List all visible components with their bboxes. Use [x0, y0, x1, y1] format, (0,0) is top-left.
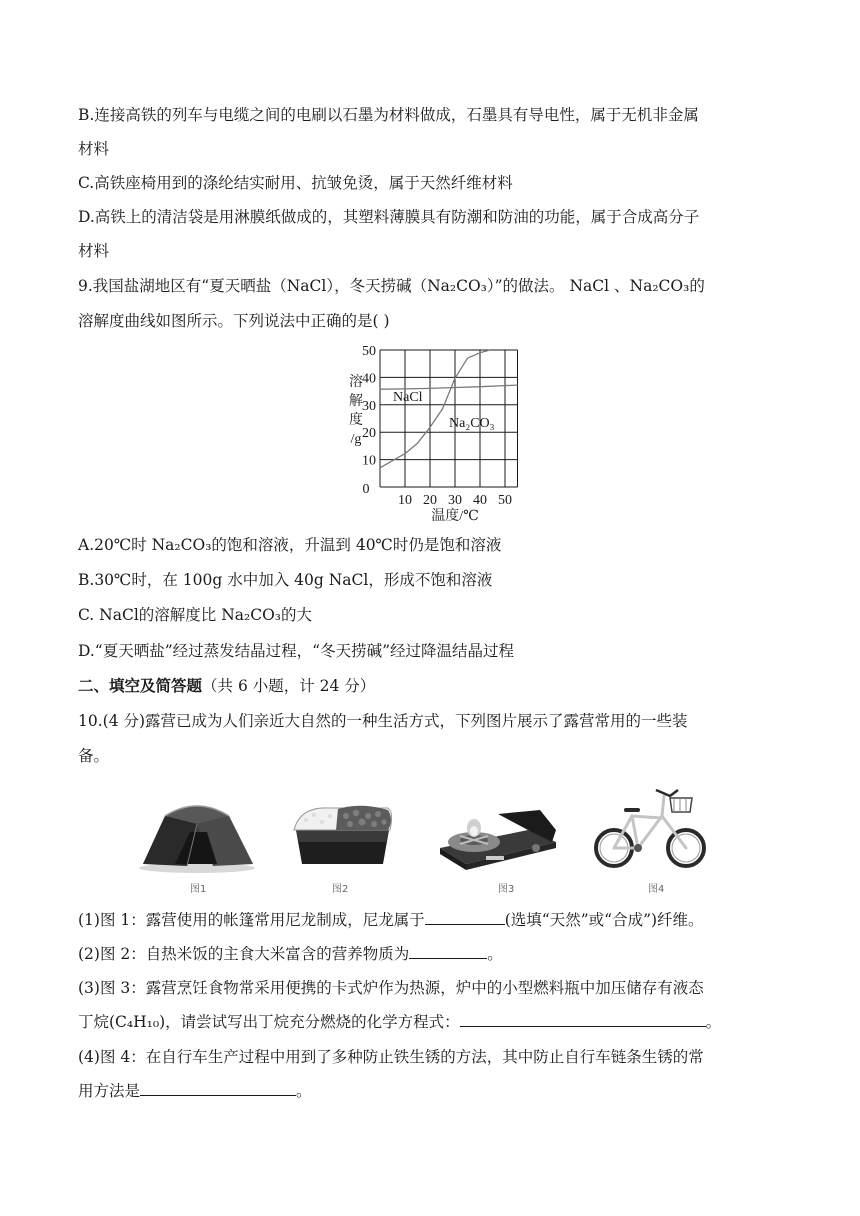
option-b-line1: B.连接高铁的列车与电缆之间的电刷以石墨为材料做成，石墨具有导电性，属于无机非金属	[78, 106, 699, 124]
figure-3-caption: 图3	[498, 884, 515, 895]
x-tick-label: 40	[473, 493, 487, 508]
figure-1-caption: 图1	[190, 884, 207, 895]
series-label-na2co3: Na₂CO₃	[449, 416, 495, 431]
bicycle-image	[592, 778, 710, 876]
x-tick-label: 30	[448, 493, 462, 508]
section-2-title: 二、填空及简答题	[78, 676, 203, 695]
option-d-line2: 材料	[78, 242, 110, 260]
solubility-chart	[330, 340, 530, 530]
option-9b: B.30℃时，在 100g 水中加入 40g NaCl，形成不饱和溶液	[78, 571, 493, 589]
y-axis-label-char: 溶	[349, 375, 363, 390]
y-tick-label: 20	[362, 426, 376, 442]
question-10-1	[78, 910, 704, 930]
x-tick-label: 50	[498, 493, 512, 508]
question-10-3-line1: (3)图 3：露营烹饪食物常采用便携的卡式炉作为热源，炉中的小型燃料瓶中加压储存有液态	[78, 979, 704, 997]
section-2-note: （共 6 小题，计 24 分）	[202, 677, 376, 695]
question-9-stem-line1: 9.我国盐湖地区有“夏天晒盐（NaCl），冬天捞碱（Na₂CO₃）”的做法。 NaCl 、Na₂CO₃的	[78, 277, 705, 295]
question-9-stem-line2: 溶解度曲线如图所示。下列说法中正确的是( )	[78, 312, 390, 330]
question-10-4-suffix: 。	[296, 1082, 312, 1100]
question-10-1-suffix: (选填“天然”或“合成”)纤维。	[504, 911, 704, 929]
question-10-stem-line1: 10.(4 分)露营已成为人们亲近大自然的一种生活方式，下列图片展示了露营常用的一些装	[78, 712, 688, 730]
question-10-2-suffix: 。	[487, 945, 503, 963]
nacl-curve	[380, 385, 518, 389]
y-axis-label-char: 解	[349, 394, 363, 409]
chart-curves	[380, 350, 518, 468]
answer-blank-10-1[interactable]	[425, 910, 505, 925]
question-10-2-text: (2)图 2：自热米饭的主食大米富含的营养物质为	[78, 945, 410, 963]
option-c: C.高铁座椅用到的涤纶结实耐用、抗皱免烫，属于天然纤维材料	[78, 174, 513, 192]
y-tick-label: 50	[362, 344, 376, 359]
option-b-line2: 材料	[78, 140, 110, 158]
answer-blank-10-2[interactable]	[409, 944, 487, 959]
section-2-heading	[78, 676, 375, 696]
question-10-3-suffix: 。	[705, 1013, 722, 1031]
question-10-stem-line2: 备。	[78, 747, 110, 765]
figure-2-caption: 图2	[332, 884, 349, 895]
option-9c: C. NaCl的溶解度比 Na₂CO₃的大	[78, 606, 313, 624]
question-10-4-text: 用方法是	[78, 1082, 141, 1100]
question-10-4-line2	[78, 1081, 312, 1101]
x-tick-label: 10	[398, 493, 412, 508]
option-d-line1: D.高铁上的清洁袋是用淋膜纸做成的，其塑料薄膜具有防潮和防油的功能，属于合成高分子	[78, 208, 700, 226]
question-10-3-text: 丁烷(C₄H₁₀)，请尝试写出丁烷充分燃烧的化学方程式：	[78, 1013, 460, 1031]
question-10-2	[78, 944, 503, 964]
answer-blank-10-4[interactable]	[140, 1081, 296, 1096]
self-heating-rice-image	[290, 800, 395, 870]
origin-label: 0	[362, 482, 370, 497]
series-label-nacl: NaCl	[393, 390, 423, 405]
y-axis-label-char: 度	[349, 413, 363, 428]
na2co3-curve	[380, 350, 490, 468]
answer-blank-10-3[interactable]	[460, 1012, 706, 1027]
y-axis-label-char: /g	[350, 432, 362, 447]
y-tick-label: 40	[362, 371, 376, 387]
y-tick-label: 10	[362, 453, 376, 469]
question-10-4-line1: (4)图 4：在自行车生产过程中用到了多种防止铁生锈的方法，其中防止自行车链条生锈的常	[78, 1048, 704, 1066]
y-tick-label: 30	[362, 398, 376, 414]
figure-4-caption: 图4	[648, 884, 665, 895]
cassette-stove-image	[432, 802, 560, 872]
question-10-3-line2	[78, 1012, 721, 1032]
x-tick-label: 20	[423, 493, 437, 508]
tent-image	[135, 794, 260, 874]
x-axis-label: 温度/℃	[431, 509, 479, 524]
question-10-1-text: (1)图 1：露营使用的帐篷常用尼龙制成，尼龙属于	[78, 911, 425, 929]
option-9a: A.20℃时 Na₂CO₃的饱和溶液，升温到 40℃时仍是饱和溶液	[78, 536, 502, 554]
option-9d: D.“夏天晒盐”经过蒸发结晶过程，“冬天捞碱”经过降温结晶过程	[78, 642, 514, 660]
